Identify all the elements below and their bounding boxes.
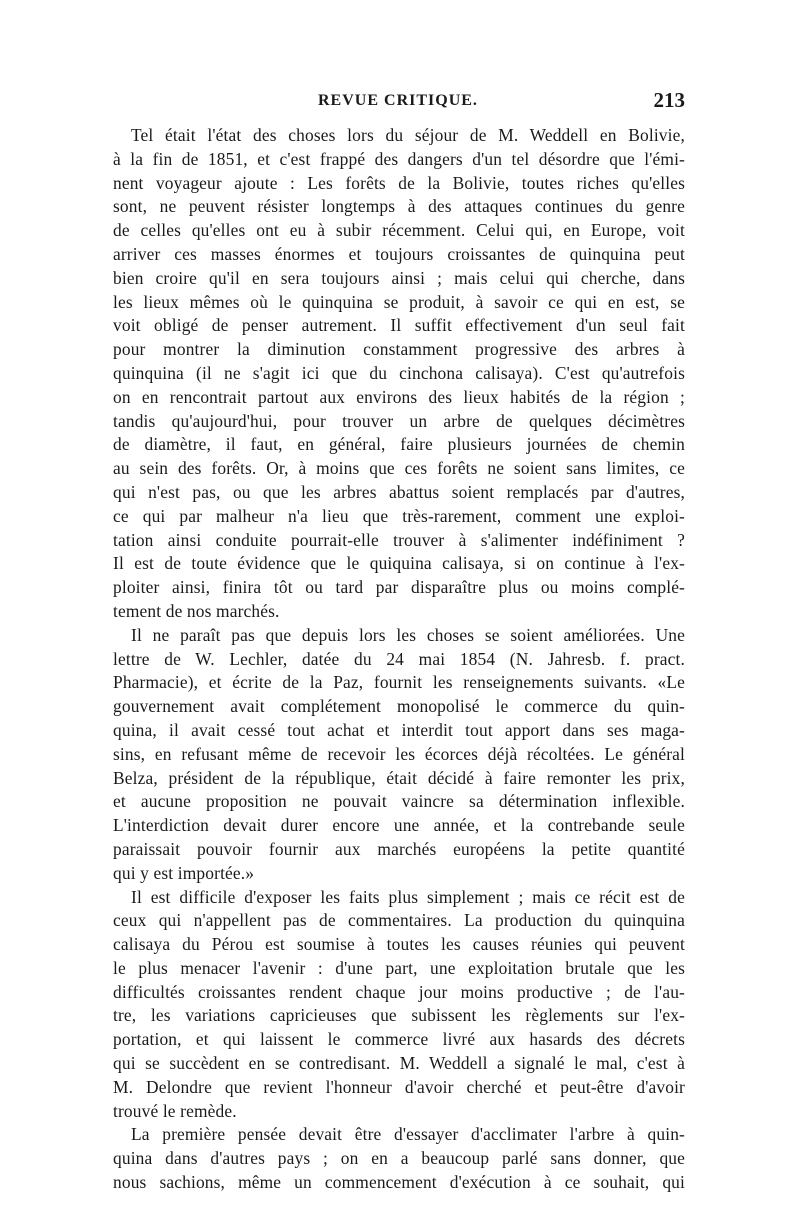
text-line: qui y est importée.» xyxy=(113,862,255,883)
text-line: quina dans d'autres pays ; on en a beaucoup parlé sans donner, que xyxy=(113,1148,685,1169)
text-line: bien croire qu'il en sera toujours ainsi ; mais celui qui cherche, dans xyxy=(113,267,685,288)
text-line: nous sachions, même un commencement d'exécution à ce souhait, qui xyxy=(113,1172,685,1193)
text-line: tre, les variations capricieuses que subissent les règlements sur l'ex- xyxy=(113,1005,685,1026)
text-line: M. Delondre que revient l'honneur d'avoir cherché et peut-être d'avoir xyxy=(113,1076,685,1097)
text-line: ploiter ainsi, finira tôt ou tard par disparaître plus ou moins complé- xyxy=(113,577,685,598)
text-line: lettre de W. Lechler, datée du 24 mai 1854 (N. Jahresb. f. pract. xyxy=(113,648,685,669)
text-line: gouvernement avait complétement monopolisé le commerce du quin- xyxy=(113,696,685,717)
text-line: tation ainsi conduite pourrait-elle trouver à s'alimenter indéfiniment ? xyxy=(113,529,685,550)
body-text xyxy=(113,124,685,1195)
text-line: Belza, président de la république, était décidé à faire remonter les prix, xyxy=(113,767,685,788)
text-line: Il est difficile d'exposer les faits plus simplement ; mais ce récit est de xyxy=(131,886,685,907)
text-line: Pharmacie), et écrite de la Paz, fournit les renseignements suivants. «Le xyxy=(113,672,685,693)
paragraph-4 xyxy=(113,1123,685,1194)
text-line: tement de nos marchés. xyxy=(113,600,280,621)
text-line: on en rencontrait partout aux environs des lieux habités de la région ; xyxy=(113,386,685,407)
text-line: les lieux mêmes où le quinquina se produit, à savoir ce qui en est, se xyxy=(113,291,685,312)
text-line: au sein des forêts. Or, à moins que ces forêts ne soient sans limites, ce xyxy=(113,458,685,479)
text-line: calisaya du Pérou est soumise à toutes les causes réunies qui peuvent xyxy=(113,934,685,955)
text-line: le plus menacer l'avenir : d'une part, une exploitation brutale que les xyxy=(113,957,685,978)
running-head xyxy=(113,88,685,116)
text-line: ce qui par malheur n'a lieu que très-rarement, comment une exploi- xyxy=(113,505,685,526)
text-line: qui n'est pas, ou que les arbres abattus soient remplacés par d'autres, xyxy=(113,481,685,502)
text-line: quina, il avait cessé tout achat et interdit tout apport dans ses maga- xyxy=(113,719,685,740)
text-line: tandis qu'aujourd'hui, pour trouver un arbre de quelques décimètres xyxy=(113,410,685,431)
page-number: 213 xyxy=(653,88,685,112)
text-line: Il ne paraît pas que depuis lors les choses se soient améliorées. Une xyxy=(131,624,685,645)
text-line: de celles qu'elles ont eu à subir récemment. Celui qui, en Europe, voit xyxy=(113,220,685,241)
paragraph-1 xyxy=(113,124,685,624)
text-line: portation, et qui laissent le commerce livré aux hasards des décrets xyxy=(113,1029,685,1050)
text-line: trouvé le remède. xyxy=(113,1100,237,1121)
text-line: L'interdiction devait durer encore une année, et la contrebande seule xyxy=(113,815,685,836)
text-line: pour montrer la diminution constamment progressive des arbres à xyxy=(113,339,685,360)
text-line: nent voyageur ajoute : Les forêts de la Bolivie, toutes riches qu'elles xyxy=(113,172,685,193)
text-line: difficultés croissantes rendent chaque jour moins productive ; de l'au- xyxy=(113,981,685,1002)
text-line: arriver ces masses énormes et toujours croissantes de quinquina peut xyxy=(113,243,685,264)
text-line: Il est de toute évidence que le quiquina calisaya, si on continue à l'ex- xyxy=(113,553,685,574)
text-line: quinquina (il ne s'agit ici que du cinchona calisaya). C'est qu'autrefois xyxy=(113,362,685,383)
text-line: à la fin de 1851, et c'est frappé des dangers d'un tel désordre que l'émi- xyxy=(113,148,685,169)
running-title: REVUE CRITIQUE. xyxy=(318,92,478,109)
text-line: sins, en refusant même de recevoir les écorces déjà récoltées. Le général xyxy=(113,743,685,764)
text-line: Tel était l'état des choses lors du séjour de M. Weddell en Bolivie, xyxy=(131,125,685,145)
text-line: et aucune proposition ne pouvait vaincre sa détermination inflexible. xyxy=(113,791,685,812)
text-line: voit obligé de penser autrement. Il suffit effectivement d'un seul fait xyxy=(113,315,685,336)
text-line: ceux qui n'appellent pas de commentaires. La production du quinquina xyxy=(113,910,685,931)
paragraph-2 xyxy=(113,624,685,886)
paragraph-3 xyxy=(113,886,685,1124)
text-line: qui se succèdent en se contredisant. M. Weddell a signalé le mal, c'est à xyxy=(113,1053,685,1074)
text-line: sont, ne peuvent résister longtemps à des attaques continues du genre xyxy=(113,196,685,217)
book-page xyxy=(113,88,685,1195)
text-line: paraissait pouvoir fournir aux marchés européens la petite quantité xyxy=(113,838,685,859)
text-line: de diamètre, il faut, en général, faire plusieurs journées de chemin xyxy=(113,434,685,455)
text-line: La première pensée devait être d'essayer d'acclimater l'arbre à quin- xyxy=(131,1124,685,1145)
